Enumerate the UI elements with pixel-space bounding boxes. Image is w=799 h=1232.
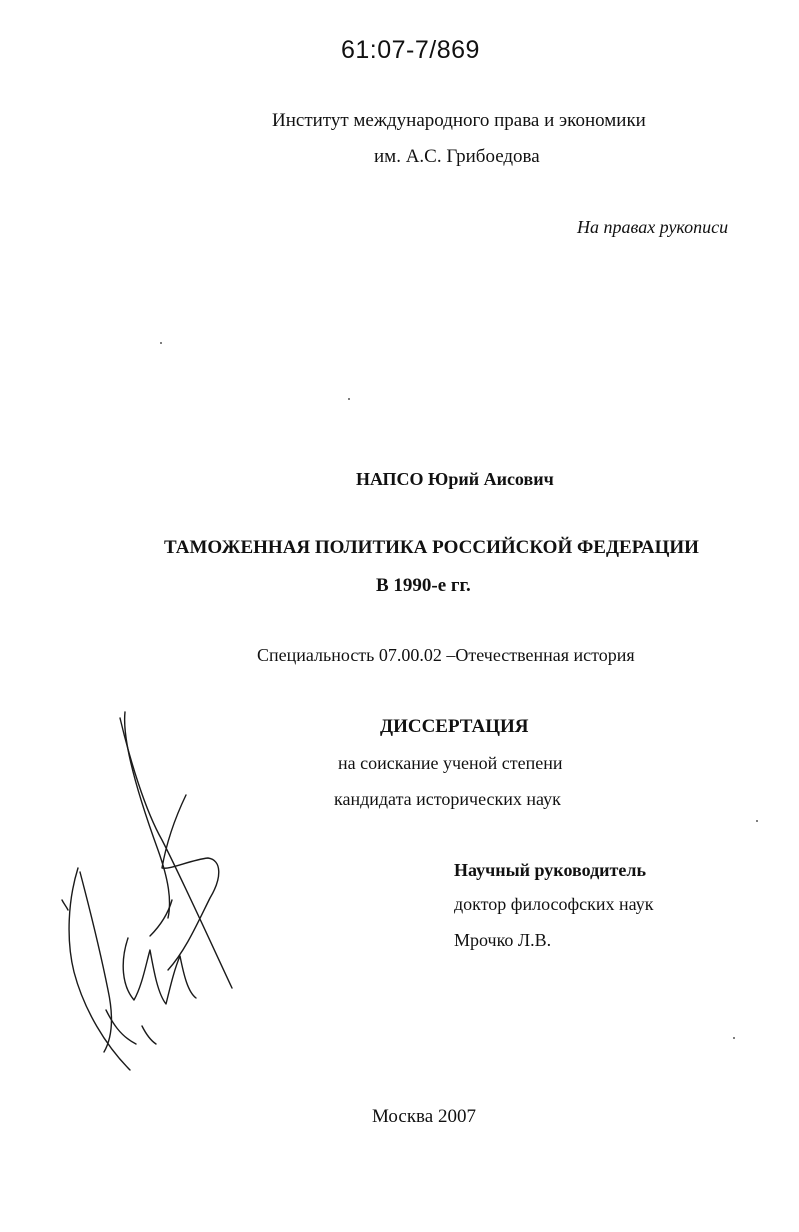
archive-stamp-code: 61:07-7/869: [341, 36, 480, 64]
scan-speck: [348, 398, 350, 400]
supervisor-degree: доктор философских наук: [454, 894, 654, 914]
scan-speck: [733, 1037, 735, 1039]
specialty-line: Специальность 07.00.02 –Отечественная история: [257, 645, 635, 665]
degree-line1: на соискание ученой степени: [338, 753, 563, 773]
dissertation-title-line2: В 1990-е гг.: [376, 575, 471, 596]
supervisor-name: Мрочко Л.В.: [454, 930, 552, 950]
scan-speck: [756, 820, 758, 822]
document-type: ДИССЕРТАЦИЯ: [380, 716, 529, 737]
author-name: НАПСО Юрий Аисович: [356, 469, 554, 489]
dissertation-title-line1: ТАМОЖЕННАЯ ПОЛИТИКА РОССИЙСКОЙ ФЕДЕРАЦИИ: [164, 537, 699, 558]
supervisor-label: Научный руководитель: [454, 860, 646, 880]
institution-name: Институт международного права и экономики: [272, 110, 646, 131]
degree-line2: кандидата исторических наук: [334, 789, 561, 809]
handwritten-signature-icon: [50, 700, 250, 1080]
manuscript-rights-note: На правах рукописи: [577, 217, 729, 237]
scan-speck: [160, 342, 162, 344]
institution-dedication: им. А.С. Грибоедова: [374, 146, 540, 167]
city-year: Москва 2007: [372, 1106, 476, 1127]
